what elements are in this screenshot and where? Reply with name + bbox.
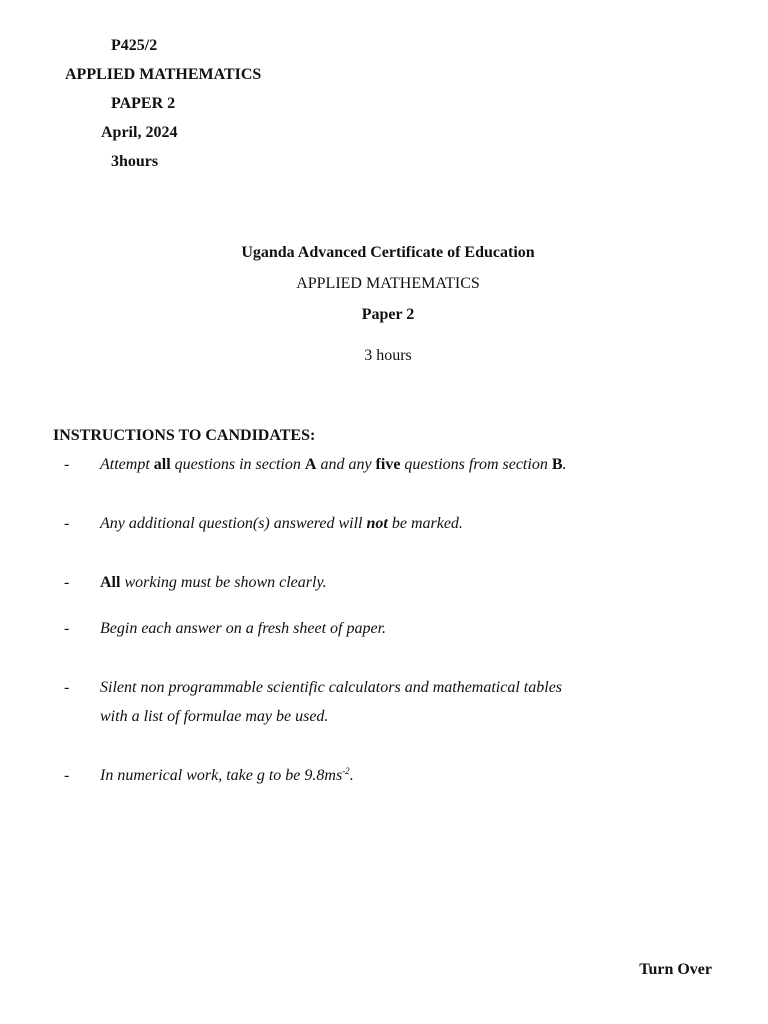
- bullet-dash: -: [64, 456, 70, 473]
- header-date: April, 2024: [101, 124, 178, 141]
- turn-over-label: Turn Over: [639, 961, 712, 978]
- instruction-text: Begin each answer on a fresh sheet of paper.: [100, 620, 387, 637]
- instruction-text: Any additional question(s) answered will not be marked.: [100, 515, 463, 532]
- title-paper: Paper 2: [361, 306, 415, 323]
- bullet-dash: -: [64, 620, 70, 637]
- header-duration: 3hours: [111, 153, 159, 170]
- paper-code: P425/2: [111, 37, 158, 54]
- instructions-heading: INSTRUCTIONS TO CANDIDATES:: [53, 427, 316, 444]
- bullet-dash: -: [64, 574, 70, 591]
- instruction-text: Silent non programmable scientific calculators and mathematical tables with a list of formulae may be used.: [100, 679, 563, 725]
- title-duration: 3 hours: [364, 347, 412, 364]
- bullet-dash: -: [64, 679, 70, 696]
- certificate-title: Uganda Advanced Certificate of Education: [241, 244, 535, 261]
- header-subject: APPLIED MATHEMATICS: [65, 66, 262, 83]
- title-subject: APPLIED MATHEMATICS: [296, 275, 480, 292]
- bullet-dash: -: [64, 767, 70, 784]
- instruction-text: In numerical work, take g to be $9.8ms^{-2}$.: [100, 766, 354, 784]
- instruction-text: All working must be shown clearly.: [100, 574, 327, 591]
- instruction-text: Attempt all questions in section A and any five questions from section B.: [100, 456, 567, 473]
- header-paper: PAPER 2: [111, 95, 176, 112]
- bullet-dash: -: [64, 515, 70, 532]
